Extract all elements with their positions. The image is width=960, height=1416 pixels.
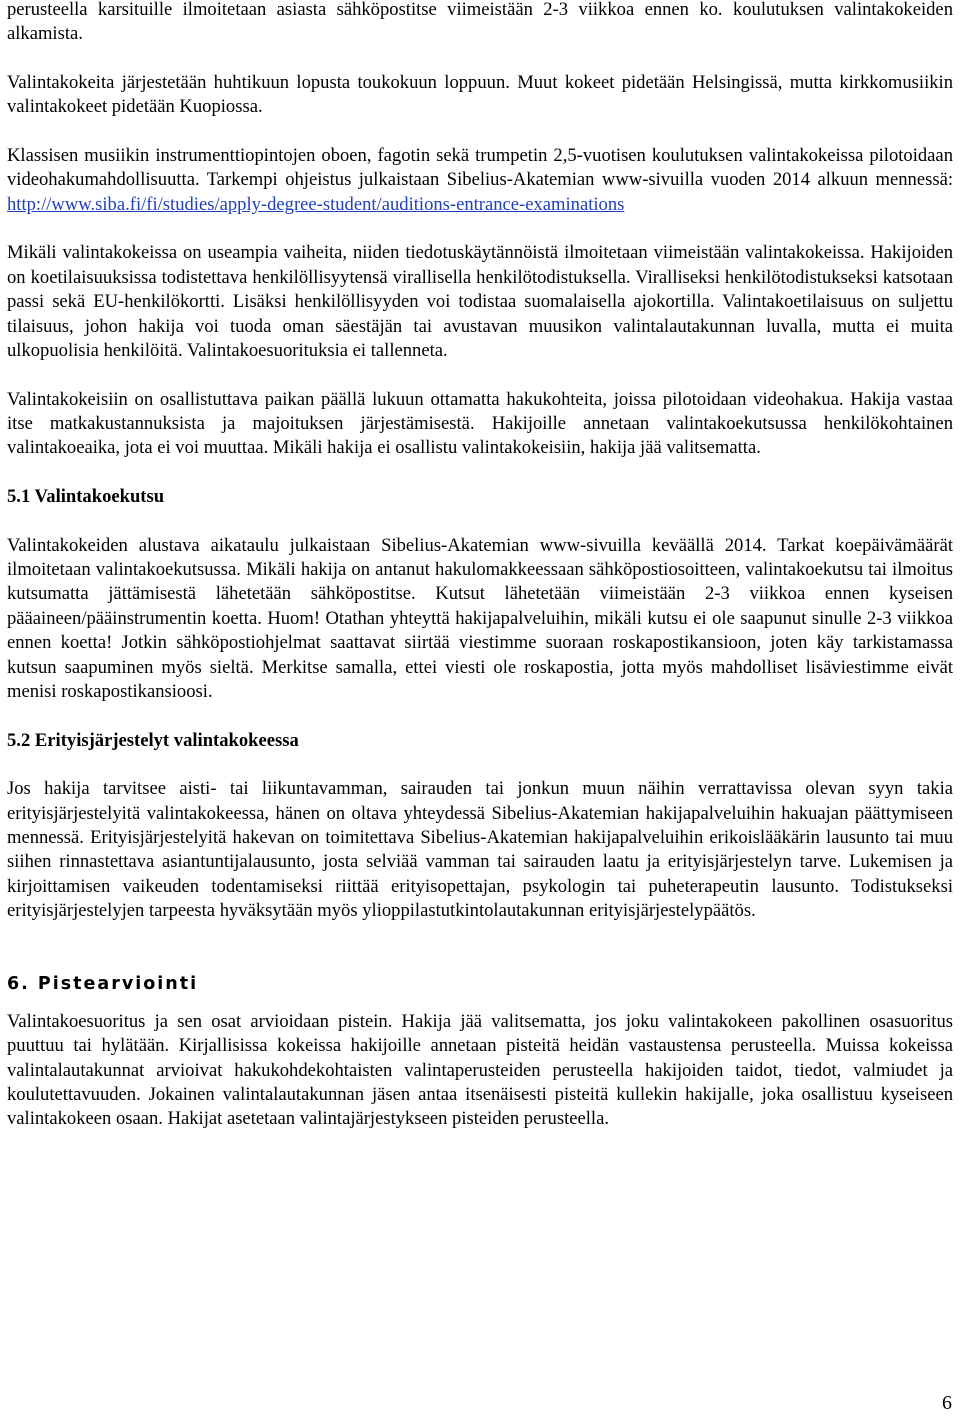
paragraph-exam-invitation: Valintakokeiden alustava aikataulu julkaistaan Sibelius-Akatemian www-sivuilla keväällä 2014. Tarkat koepäivämäärät ilmoitetaan valintakoekutsussa. Mikäli hakija on antanut hakulomakkeessaan sähköpostiosoitteen, valintakoekutsu tai ilmoitus kutsumatta jättämisestä lähetetään sähköpostitse. Kutsut lähetetään viimeistään 2-3 viikkoa ennen kyseisen pääaineen/pääinstrumentin koetta. Huom! Otathan yhteyttä hakijapalveluihin, mikäli kutsu ei ole saapunut sinulle 2-3 viikkoa ennen koetta! Jotkin sähköpostiohjelmat saattavat siirtää viestimme suoraan roskapostikansioon, joten käy tarkistamassa kutsun saapuminen myös sieltä. Merkitse samalla, ettei viesti ole roskapostia, jotta myös mahdolliset lisäviestimme eivät menisi roskapostikansioosi.: [7, 534, 953, 703]
page-number: 6: [942, 1392, 952, 1414]
paragraph-video-application: [7, 144, 953, 217]
paragraph-attendance: Valintakokeisiin on osallistuttava paikan päällä lukuun ottamatta hakukohteita, joissa pilotoidaan videohakua. Hakija vastaa itse matkakustannuksista ja majoituksen järjestämisestä. Hakijoille annetaan valintakoekutsussa henkilökohtainen valintakoeaika, jota ei voi muuttaa. Mikäli hakija ei osallistu valintakokeisiin, hakija jää valitsematta.: [7, 388, 953, 459]
paragraph-exam-rules: Mikäli valintakokeissa on useampia vaiheita, niiden tiedotuskäytännöistä ilmoitetaan viimeistään valintakokeissa. Hakijoiden on koetilaisuuksissa todistettava henkilöllisyytensä virallisella henkilötodistuksella. Viralliseksi henkilötodistukseksi katsotaan passi sekä EU-henkilökortti. Lisäksi henkilöllisyyden voi todistaa suomalaisella ajokortilla. Valintakoetilaisuus on suljettu tilaisuus, johon hakija voi tuoda oman säestäjän tai avustavan muusikon valintalautakunnan luvalla, mutta ei muita ulkopuolisia henkilöitä. Valintakoesuorituksia ei tallenneta.: [7, 242, 953, 362]
paragraph-eliminated-notice: perusteella karsituille ilmoitetaan asiasta sähköpostitse viimeistään 2-3 viikkoa ennen ko. koulutuksen valintakokeiden alkamista.: [7, 0, 953, 45]
paragraph-special-arrangements: Jos hakija tarvitsee aisti- tai liikuntavamman, sairauden tai jonkun muun näihin verrattavissa olevan syyn takia erityisjärjestelyitä valintakokeessa, hänen on oltava yhteydessä Sibelius-Akatemian hakijapalveluihin hakuajan päättymiseen mennessä. Erityisjärjestelyitä hakevan on toimitettava Sibelius-Akatemian hakijapalveluihin erikoislääkärin lausunto tai muu siihen rinnastettava asiantuntijalausunto, josta selviää vamman tai sairauden laatu ja erityisjärjestelyn tarve. Lukemisen ja kirjoittamisen vaikeuden todentamiseksi riittää erityisopettajan, psykologin tai puheterapeutin lausunto. Todistukseksi erityisjärjestelyjen tarpeesta hyväksytään myös ylioppilastutkintolautakunnan erityisjärjestelypäätös.: [7, 778, 953, 922]
paragraph-exam-schedule: Valintakokeita järjestetään huhtikuun lopusta toukokuun loppuun. Muut kokeet pidetään Helsingissä, mutta kirkkomusiikin valintakokeet pidetään Kuopiossa.: [7, 72, 953, 118]
document-page: [7, 0, 953, 1156]
paragraph-scoring: Valintakoesuoritus ja sen osat arvioidaan pistein. Hakija jää valitsematta, jos joku valintakokeen pakollinen osasuoritus puuttuu tai hylätään. Kirjallisissa kokeissa hakijoille annetaan pisteitä heidän vastaustensa perusteella. Muissa kokeissa valintalautakunnat arvioivat hakukohdekohtaisten valintaperusteiden perusteella hakijoiden taidot, tiedot, valmiudet ja koulutettavuuden. Jokainen valintalautakunnan jäsen antaa itsenäisesti pisteitä kullekin hakijalle, joka osallistuu kyseiseen valintakokeen osaan. Hakijat asetetaan valintajärjestykseen pisteiden perusteella.: [7, 1010, 953, 1130]
section-heading-scoring: 6. Pistearviointi: [7, 973, 199, 994]
siba-auditions-link[interactable]: http://www.siba.fi/fi/studies/apply-degree-student/auditions-entrance-examinations: [7, 193, 625, 215]
video-paragraph-text: Klassisen musiikin instrumenttiopintojen oboen, fagotin sekä trumpetin 2,5-vuotisen koulutuksen valintakokeissa pilotoidaan videohakumahdollisuutta. Tarkempi ohjeistus julkaistaan Sibelius-Akatemian www-sivuilla vuoden 2014 alkuun mennessä:: [7, 145, 953, 191]
section-heading-special-arrangements: 5.2 Erityisjärjestelyt valintakokeessa: [7, 729, 299, 751]
section-heading-exam-invitation: 5.1 Valintakoekutsu: [7, 486, 165, 508]
